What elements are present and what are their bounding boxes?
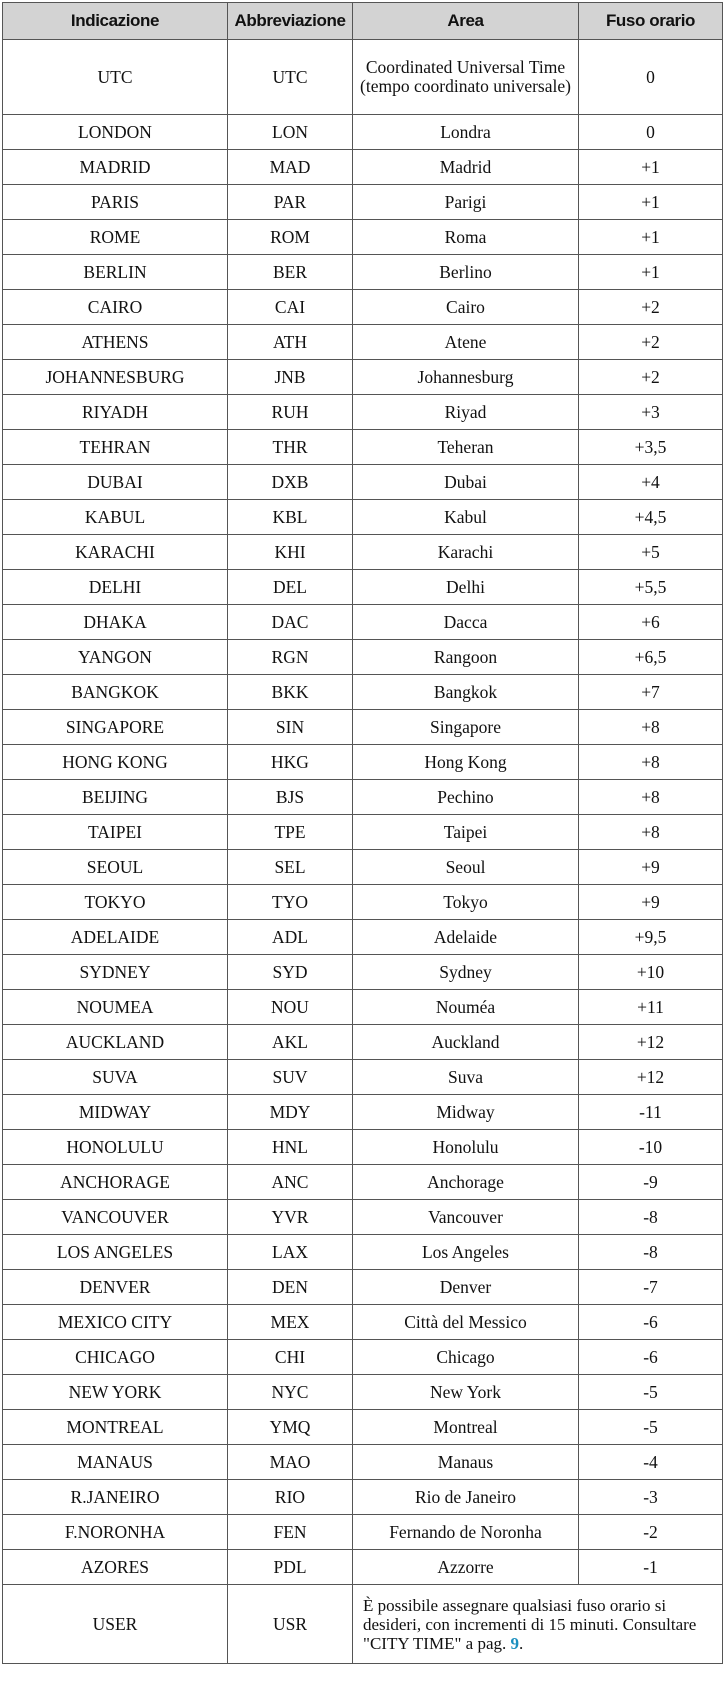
cell-abbreviazione: ROM (228, 220, 353, 255)
table-row (3, 745, 723, 780)
cell-indicazione: BEIJING (3, 780, 228, 815)
cell-abbreviazione: LAX (228, 1235, 353, 1270)
cell-indicazione: LONDON (3, 115, 228, 150)
cell-area: Riyad (353, 395, 579, 430)
user-note (353, 1585, 723, 1664)
cell-abbreviazione: SEL (228, 850, 353, 885)
cell-indicazione: KABUL (3, 500, 228, 535)
cell-area: Hong Kong (353, 745, 579, 780)
cell-area: Cairo (353, 290, 579, 325)
cell-abbreviazione: BER (228, 255, 353, 290)
table-row (3, 150, 723, 185)
cell-indicazione: DUBAI (3, 465, 228, 500)
cell-abbreviazione: HKG (228, 745, 353, 780)
cell-abbreviazione: DAC (228, 605, 353, 640)
cell-area: Madrid (353, 150, 579, 185)
cell-area: Singapore (353, 710, 579, 745)
cell-fuso-orario: +9 (579, 850, 723, 885)
cell-indicazione: PARIS (3, 185, 228, 220)
cell-area: Sydney (353, 955, 579, 990)
cell-area: Chicago (353, 1340, 579, 1375)
cell-indicazione: HONG KONG (3, 745, 228, 780)
cell-abbreviazione: DXB (228, 465, 353, 500)
cell-abbreviazione: BJS (228, 780, 353, 815)
timezone-table (2, 2, 723, 1664)
header-row (3, 3, 723, 40)
user-row (3, 1585, 723, 1664)
cell-fuso-orario: +8 (579, 745, 723, 780)
table-row (3, 1305, 723, 1340)
table-row (3, 1235, 723, 1270)
table-row (3, 465, 723, 500)
cell-area: Tokyo (353, 885, 579, 920)
cell-indicazione: NOUMEA (3, 990, 228, 1025)
cell-area: Los Angeles (353, 1235, 579, 1270)
cell-area: Dubai (353, 465, 579, 500)
cell-indicazione: SUVA (3, 1060, 228, 1095)
cell-fuso-orario: -9 (579, 1165, 723, 1200)
cell-fuso-orario: -6 (579, 1340, 723, 1375)
cell-abbreviazione: SIN (228, 710, 353, 745)
cell-abbreviazione: USR (228, 1585, 353, 1664)
cell-indicazione: MADRID (3, 150, 228, 185)
cell-abbreviazione: ATH (228, 325, 353, 360)
cell-indicazione: VANCOUVER (3, 1200, 228, 1235)
header-fuso-orario: Fuso orario (579, 3, 723, 40)
cell-abbreviazione: MDY (228, 1095, 353, 1130)
cell-area: Adelaide (353, 920, 579, 955)
cell-area: Johannesburg (353, 360, 579, 395)
cell-indicazione: ANCHORAGE (3, 1165, 228, 1200)
cell-indicazione: BERLIN (3, 255, 228, 290)
cell-fuso-orario: +6 (579, 605, 723, 640)
table-row (3, 1445, 723, 1480)
cell-area: Nouméa (353, 990, 579, 1025)
cell-indicazione: ATHENS (3, 325, 228, 360)
cell-indicazione: AZORES (3, 1550, 228, 1585)
cell-fuso-orario: -8 (579, 1235, 723, 1270)
page-reference-link[interactable]: 9 (510, 1633, 519, 1653)
cell-fuso-orario: +1 (579, 150, 723, 185)
timezone-table-container (2, 2, 722, 1664)
cell-area: Vancouver (353, 1200, 579, 1235)
cell-area: Atene (353, 325, 579, 360)
cell-indicazione: AUCKLAND (3, 1025, 228, 1060)
cell-area: Città del Messico (353, 1305, 579, 1340)
cell-indicazione: LOS ANGELES (3, 1235, 228, 1270)
cell-fuso-orario: +7 (579, 675, 723, 710)
cell-abbreviazione: SYD (228, 955, 353, 990)
table-row (3, 1130, 723, 1165)
cell-indicazione: ROME (3, 220, 228, 255)
table-row (3, 1060, 723, 1095)
cell-abbreviazione: MAD (228, 150, 353, 185)
cell-abbreviazione: ANC (228, 1165, 353, 1200)
table-row (3, 675, 723, 710)
cell-fuso-orario: -6 (579, 1305, 723, 1340)
cell-fuso-orario: +6,5 (579, 640, 723, 675)
table-row (3, 1200, 723, 1235)
cell-fuso-orario: +3 (579, 395, 723, 430)
cell-indicazione: CAIRO (3, 290, 228, 325)
cell-fuso-orario: -1 (579, 1550, 723, 1585)
cell-area: Honolulu (353, 1130, 579, 1165)
cell-fuso-orario: +5 (579, 535, 723, 570)
cell-area: Delhi (353, 570, 579, 605)
cell-fuso-orario: +11 (579, 990, 723, 1025)
cell-abbreviazione: MEX (228, 1305, 353, 1340)
cell-area: Karachi (353, 535, 579, 570)
cell-fuso-orario: 0 (579, 40, 723, 115)
header-indicazione: Indicazione (3, 3, 228, 40)
cell-fuso-orario: +8 (579, 780, 723, 815)
cell-abbreviazione: NOU (228, 990, 353, 1025)
cell-fuso-orario: +12 (579, 1025, 723, 1060)
cell-area: Azzorre (353, 1550, 579, 1585)
cell-indicazione: R.JANEIRO (3, 1480, 228, 1515)
cell-area: Londra (353, 115, 579, 150)
table-row (3, 815, 723, 850)
table-row (3, 360, 723, 395)
cell-abbreviazione: RUH (228, 395, 353, 430)
cell-indicazione: MIDWAY (3, 1095, 228, 1130)
table-row (3, 500, 723, 535)
table-body (3, 40, 723, 1664)
table-row (3, 40, 723, 115)
cell-abbreviazione: AKL (228, 1025, 353, 1060)
table-row (3, 220, 723, 255)
cell-abbreviazione: KBL (228, 500, 353, 535)
cell-indicazione: YANGON (3, 640, 228, 675)
cell-fuso-orario: +12 (579, 1060, 723, 1095)
table-row (3, 955, 723, 990)
cell-area: Pechino (353, 780, 579, 815)
cell-fuso-orario: -5 (579, 1410, 723, 1445)
cell-area: Coordinated Universal Time (tempo coordinato universale) (353, 40, 579, 115)
cell-fuso-orario: -3 (579, 1480, 723, 1515)
cell-indicazione: F.NORONHA (3, 1515, 228, 1550)
cell-area: Rio de Janeiro (353, 1480, 579, 1515)
table-row (3, 115, 723, 150)
table-row (3, 1480, 723, 1515)
cell-abbreviazione: DEN (228, 1270, 353, 1305)
cell-abbreviazione: FEN (228, 1515, 353, 1550)
cell-area: Bangkok (353, 675, 579, 710)
table-row (3, 780, 723, 815)
cell-abbreviazione: KHI (228, 535, 353, 570)
cell-indicazione: USER (3, 1585, 228, 1664)
cell-abbreviazione: DEL (228, 570, 353, 605)
header-abbreviazione: Abbreviazione (228, 3, 353, 40)
cell-abbreviazione: PDL (228, 1550, 353, 1585)
table-row (3, 395, 723, 430)
cell-indicazione: CHICAGO (3, 1340, 228, 1375)
cell-area: Denver (353, 1270, 579, 1305)
table-row (3, 1270, 723, 1305)
table-row (3, 920, 723, 955)
cell-indicazione: SINGAPORE (3, 710, 228, 745)
table-row (3, 1095, 723, 1130)
cell-area: Roma (353, 220, 579, 255)
table-row (3, 640, 723, 675)
table-row (3, 325, 723, 360)
cell-indicazione: SEOUL (3, 850, 228, 885)
cell-fuso-orario: +1 (579, 255, 723, 290)
cell-fuso-orario: +10 (579, 955, 723, 990)
cell-indicazione: TOKYO (3, 885, 228, 920)
cell-fuso-orario: +2 (579, 290, 723, 325)
user-note-end: . (519, 1633, 524, 1653)
table-row (3, 1025, 723, 1060)
cell-abbreviazione: RGN (228, 640, 353, 675)
table-row (3, 185, 723, 220)
cell-fuso-orario: -10 (579, 1130, 723, 1165)
cell-indicazione: TEHRAN (3, 430, 228, 465)
cell-fuso-orario: +3,5 (579, 430, 723, 465)
cell-abbreviazione: TYO (228, 885, 353, 920)
cell-abbreviazione: THR (228, 430, 353, 465)
cell-fuso-orario: +4,5 (579, 500, 723, 535)
cell-area: Dacca (353, 605, 579, 640)
table-row (3, 1165, 723, 1200)
table-row (3, 710, 723, 745)
header-area: Area (353, 3, 579, 40)
cell-indicazione: JOHANNESBURG (3, 360, 228, 395)
table-row (3, 850, 723, 885)
cell-indicazione: BANGKOK (3, 675, 228, 710)
cell-area: Fernando de Noronha (353, 1515, 579, 1550)
cell-area: Manaus (353, 1445, 579, 1480)
cell-abbreviazione: MAO (228, 1445, 353, 1480)
table-row (3, 1515, 723, 1550)
table-row (3, 1340, 723, 1375)
table-row (3, 885, 723, 920)
table-header (3, 3, 723, 40)
table-row (3, 1375, 723, 1410)
cell-fuso-orario: +4 (579, 465, 723, 500)
cell-abbreviazione: BKK (228, 675, 353, 710)
table-row (3, 430, 723, 465)
cell-abbreviazione: LON (228, 115, 353, 150)
cell-abbreviazione: CAI (228, 290, 353, 325)
cell-fuso-orario: -8 (579, 1200, 723, 1235)
cell-abbreviazione: ADL (228, 920, 353, 955)
cell-abbreviazione: HNL (228, 1130, 353, 1165)
table-row (3, 990, 723, 1025)
cell-area: Taipei (353, 815, 579, 850)
cell-abbreviazione: SUV (228, 1060, 353, 1095)
cell-area: Montreal (353, 1410, 579, 1445)
cell-area: Suva (353, 1060, 579, 1095)
cell-area: Auckland (353, 1025, 579, 1060)
cell-area: Midway (353, 1095, 579, 1130)
cell-abbreviazione: CHI (228, 1340, 353, 1375)
cell-abbreviazione: YMQ (228, 1410, 353, 1445)
cell-area: Kabul (353, 500, 579, 535)
cell-fuso-orario: -7 (579, 1270, 723, 1305)
cell-fuso-orario: +8 (579, 815, 723, 850)
cell-indicazione: NEW YORK (3, 1375, 228, 1410)
cell-abbreviazione: YVR (228, 1200, 353, 1235)
cell-abbreviazione: NYC (228, 1375, 353, 1410)
cell-indicazione: UTC (3, 40, 228, 115)
cell-indicazione: KARACHI (3, 535, 228, 570)
cell-fuso-orario: +9,5 (579, 920, 723, 955)
cell-fuso-orario: -11 (579, 1095, 723, 1130)
table-row (3, 1550, 723, 1585)
cell-indicazione: ADELAIDE (3, 920, 228, 955)
cell-fuso-orario: +1 (579, 220, 723, 255)
cell-area: Parigi (353, 185, 579, 220)
cell-fuso-orario: +5,5 (579, 570, 723, 605)
table-row (3, 255, 723, 290)
cell-area: New York (353, 1375, 579, 1410)
table-row (3, 535, 723, 570)
cell-fuso-orario: -5 (579, 1375, 723, 1410)
table-row (3, 1410, 723, 1445)
cell-fuso-orario: +9 (579, 885, 723, 920)
cell-area: Teheran (353, 430, 579, 465)
cell-indicazione: TAIPEI (3, 815, 228, 850)
cell-indicazione: RIYADH (3, 395, 228, 430)
cell-area: Berlino (353, 255, 579, 290)
user-note-text: È possibile assegnare qualsiasi fuso orario si desideri, con incrementi di 15 minuti. Consultare "CITY TIME" a pag. (363, 1595, 697, 1653)
cell-fuso-orario: +2 (579, 325, 723, 360)
cell-indicazione: MANAUS (3, 1445, 228, 1480)
cell-area: Seoul (353, 850, 579, 885)
cell-fuso-orario: +1 (579, 185, 723, 220)
cell-fuso-orario: 0 (579, 115, 723, 150)
cell-abbreviazione: RIO (228, 1480, 353, 1515)
cell-indicazione: MONTREAL (3, 1410, 228, 1445)
cell-indicazione: DENVER (3, 1270, 228, 1305)
cell-indicazione: HONOLULU (3, 1130, 228, 1165)
cell-area: Anchorage (353, 1165, 579, 1200)
table-row (3, 290, 723, 325)
cell-indicazione: DHAKA (3, 605, 228, 640)
cell-fuso-orario: +8 (579, 710, 723, 745)
cell-abbreviazione: JNB (228, 360, 353, 395)
table-row (3, 570, 723, 605)
cell-fuso-orario: -4 (579, 1445, 723, 1480)
cell-fuso-orario: -2 (579, 1515, 723, 1550)
cell-indicazione: SYDNEY (3, 955, 228, 990)
table-row (3, 605, 723, 640)
cell-indicazione: MEXICO CITY (3, 1305, 228, 1340)
cell-abbreviazione: PAR (228, 185, 353, 220)
cell-indicazione: DELHI (3, 570, 228, 605)
cell-abbreviazione: UTC (228, 40, 353, 115)
cell-area: Rangoon (353, 640, 579, 675)
cell-abbreviazione: TPE (228, 815, 353, 850)
cell-fuso-orario: +2 (579, 360, 723, 395)
